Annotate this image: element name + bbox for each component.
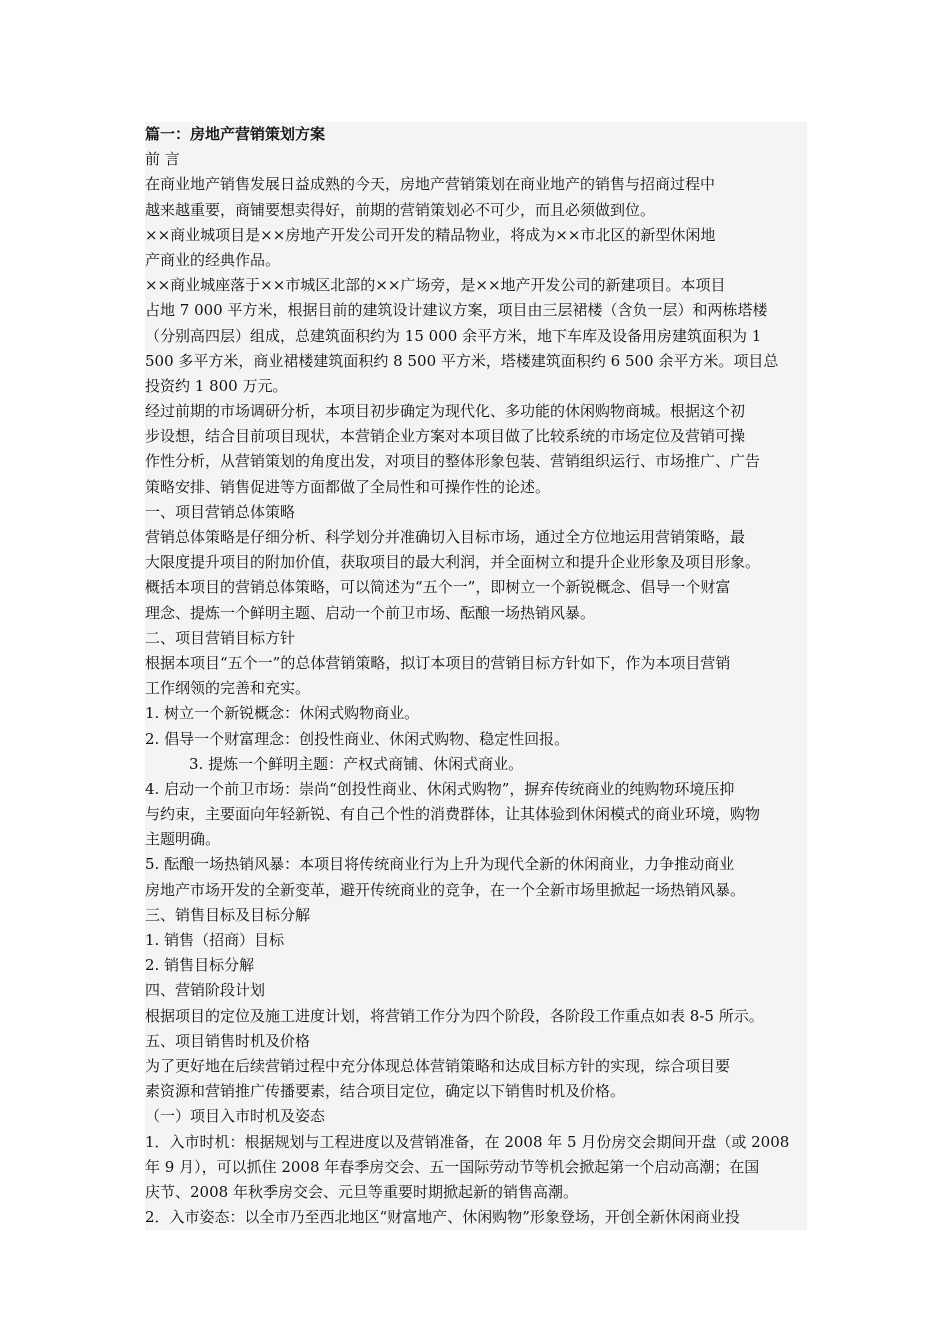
paragraph-line: 根据本项目“五个一”的总体营销策略，拟订本项目的营销目标方针如下，作为本项目营销 (145, 653, 731, 672)
paragraph-line: 庆节、2008 年秋季房交会、元旦等重要时期掀起新的销售高潮。 (145, 1182, 578, 1201)
paragraph-line: 策略安排、销售促进等方面都做了全局性和可操作性的论述。 (145, 477, 551, 496)
section-heading: 一、项目营销总体策略 (145, 502, 296, 521)
paragraph-line: 素资源和营销推广传播要素，结合项目定位，确定以下销售时机及价格。 (145, 1082, 626, 1101)
paragraph-line: 年 9 月），可以抓住 2008 年春季房交会、五一国际劳动节等机会掀起第一个启动高潮；在国 (145, 1157, 760, 1176)
subsection-heading: （一）项目入市时机及姿态 (145, 1107, 326, 1126)
paragraph-line: 产商业的经典作品。 (145, 250, 281, 269)
list-item: 2. 销售目标分解 (145, 956, 255, 975)
preface-heading: 前 言 (145, 150, 180, 169)
section-heading: 二、项目营销目标方针 (145, 628, 296, 647)
paragraph-line: 步设想，结合目前项目现状，本营销企业方案对本项目做了比较系统的市场定位及营销可操 (145, 427, 746, 446)
document-title: 篇一：房地产营销策划方案 (145, 125, 326, 143)
paragraph-line: 在商业地产销售发展日益成熟的今天，房地产营销策划在商业地产的销售与招商过程中 (145, 175, 716, 194)
paragraph-line: 经过前期的市场调研分析，本项目初步确定为现代化、多功能的休闲购物商城。根据这个初 (145, 402, 746, 421)
paragraph-line: 越来越重要，商铺要想卖得好，前期的营销策划必不可少，而且必须做到位。 (145, 200, 656, 219)
section-heading: 四、营销阶段计划 (145, 981, 266, 1000)
list-item: 2. 倡导一个财富理念：创投性商业、休闲式购物、稳定性回报。 (145, 729, 570, 748)
paragraph-line: 主题明确。 (145, 830, 221, 849)
paragraph-line: ××商业城座落于××市城区北部的××广场旁，是××地产开发公司的新建项目。本项目 (145, 276, 726, 295)
list-item: 4. 启动一个前卫市场：崇尚“创投性商业、休闲式购物”，摒弃传统商业的纯购物环境压抑 (145, 779, 735, 798)
list-item: 1. 销售（招商）目标 (145, 931, 285, 949)
paragraph-line: ××商业城项目是××房地产开发公司开发的精品物业，将成为××市北区的新型休闲地 (145, 225, 716, 244)
document-body (145, 122, 807, 1230)
list-item: 1．入市时机：根据规划与工程进度以及营销准备，在 2008 年 5 月份房交会期间开盘（或 2008 (145, 1132, 790, 1151)
paragraph-line: 房地产市场开发的全新变革，避开传统商业的竞争，在一个全新市场里掀起一场热销风暴。 (145, 880, 746, 899)
paragraph-line: 与约束，主要面向年轻新锐、有自己个性的消费群体，让其体验到休闲模式的商业环境，购物 (145, 805, 761, 824)
paragraph-line: 500 多平方米，商业裙楼建筑面积约 8 500 平方米，塔楼建筑面积约 6 500 余平方米。项目总 (145, 351, 779, 370)
paragraph-line: （分别高四层）组成，总建筑面积约为 15 000 余平方米，地下车库及设备用房建筑面积为 1 (145, 326, 762, 345)
paragraph-line: 为了更好地在后续营销过程中充分体现总体营销策略和达成目标方针的实现，综合项目要 (145, 1056, 731, 1075)
section-heading: 五、项目销售时机及价格 (145, 1031, 311, 1050)
paragraph-line: 占地 7 000 平方米，根据目前的建筑设计建议方案，项目由三层裙楼（含负一层）和两栋塔楼 (145, 301, 768, 320)
section-heading: 三、销售目标及目标分解 (145, 905, 311, 924)
list-item: 1. 树立一个新锐概念：休闲式购物商业。 (145, 704, 420, 723)
list-item: 5. 酝酿一场热销风暴：本项目将传统商业行为上升为现代全新的休闲商业，力争推动商业 (145, 855, 735, 874)
paragraph-line: 投资约 1 800 万元。 (145, 376, 288, 395)
paragraph-line: 概括本项目的营销总体策略，可以简述为“五个一”，即树立一个新锐概念、倡导一个财富 (145, 578, 731, 597)
paragraph-line: 理念、提炼一个鲜明主题、启动一个前卫市场、酝酿一场热销风暴。 (145, 603, 596, 622)
list-item: 2．入市姿态：以全市乃至西北地区“财富地产、休闲购物”形象登场，开创全新休闲商业投 (145, 1208, 740, 1227)
list-item: 3. 提炼一个鲜明主题：产权式商铺、休闲式商业。 (189, 754, 524, 773)
paragraph-line: 工作纲领的完善和充实。 (145, 679, 311, 698)
paragraph-line: 大限度提升项目的附加价值，获取项目的最大利润，并全面树立和提升企业形象及项目形象。 (145, 553, 761, 572)
paragraph-line: 营销总体策略是仔细分析、科学划分并准确切入目标市场，通过全方位地运用营销策略，最 (145, 528, 746, 546)
paragraph-line: 根据项目的定位及施工进度计划，将营销工作分为四个阶段，各阶段工作重点如表 8-5 所示。 (145, 1006, 764, 1025)
paragraph-line: 作性分析，从营销策划的角度出发，对项目的整体形象包装、营销组织运行、市场推广、广告 (145, 452, 761, 471)
